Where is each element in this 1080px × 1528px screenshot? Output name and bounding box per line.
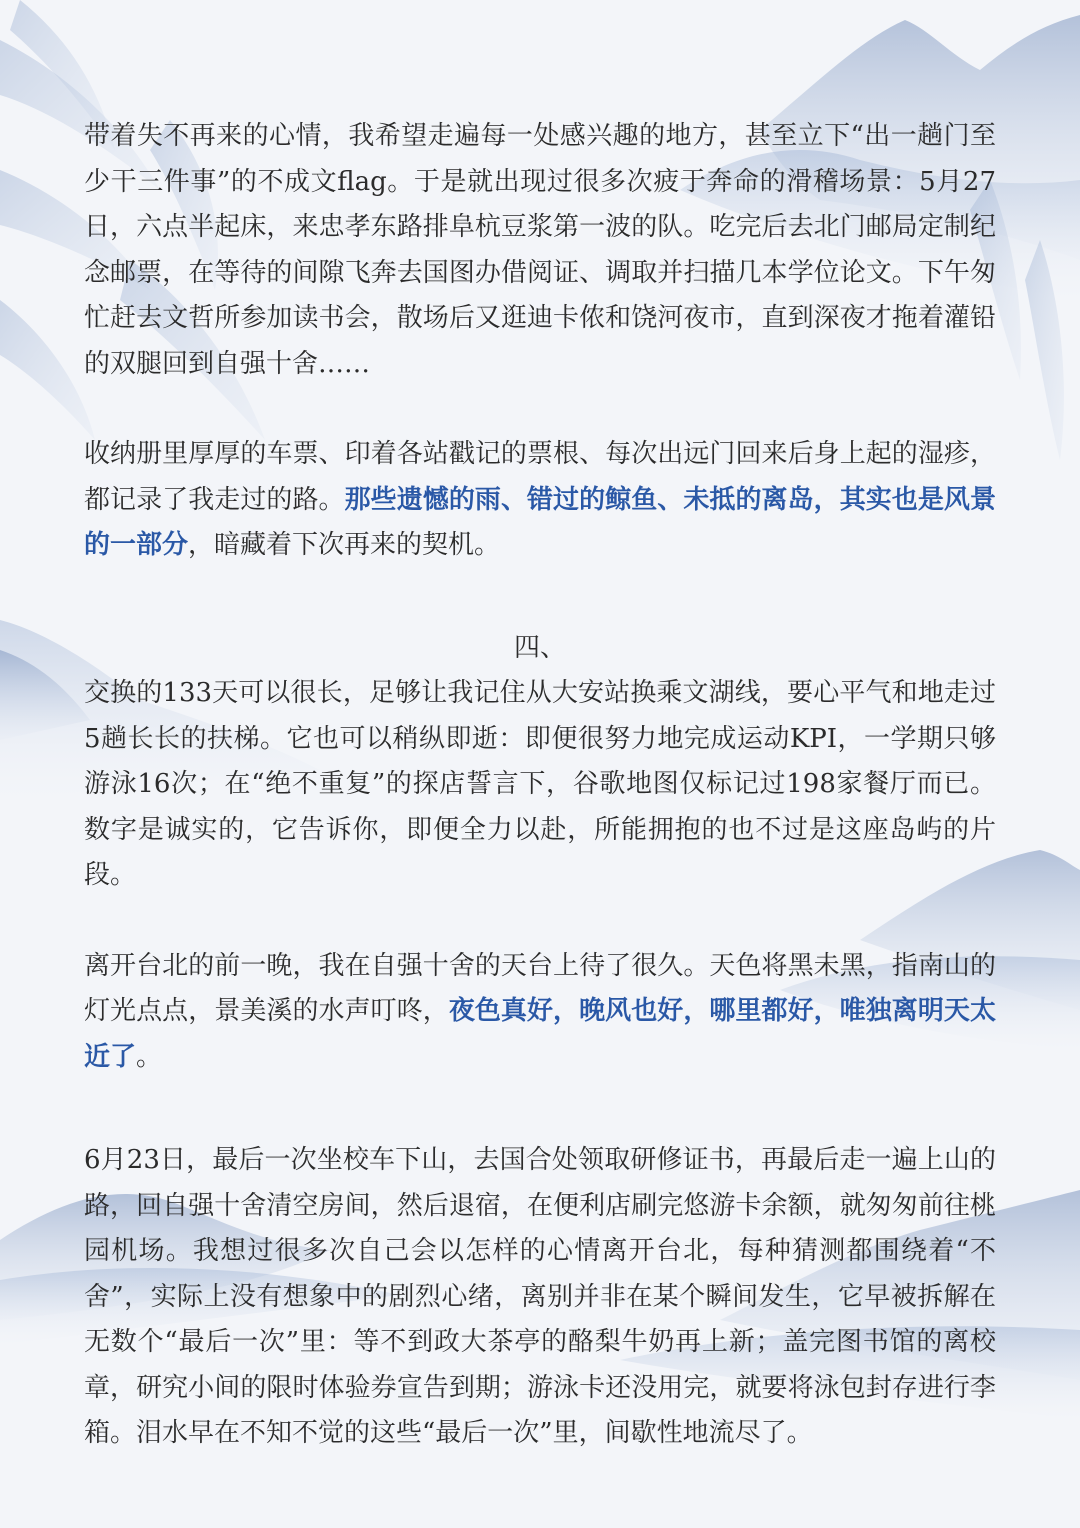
paragraph-2-text-after: ，暗藏着下次再来的契机。	[188, 530, 501, 560]
paragraph-1	[84, 114, 996, 387]
paragraph-2-text-before: 收纳册里厚厚的车票、印着各站戳记的票根、每次出远门回来后身上起的湿疹，都记录了我走过的路。	[84, 439, 996, 515]
paragraph-2	[84, 432, 996, 569]
paragraph-2-highlight: 那些遗憾的雨、错过的鲸鱼、未抵的离岛，其实也是风景的一部分	[84, 484, 996, 560]
paragraph-5-text: 6月23日，最后一次坐校车下山，去国合处领取研修证书，再最后走一遍上山的路，回自强十舍清空房间，然后退宿，在便利店刷完悠游卡余额，就匆匆前往桃园机场。我想过很多次自己会以怎样的心情离开台北，每种猜测都围绕着“不舍”，实际上没有想象中的剧烈心绪，离别并非在某个瞬间发生，它早被拆解在无数个“最后一次”里：等不到政大茶亭的酪梨牛奶再上新；盖完图书馆的离校章，研究小间的限时体验券宣告到期；游泳卡还没用完，就要将泳包封存进行李箱。泪水早在不知不觉的这些“最后一次”里，间歇性地流尽了。	[84, 1145, 996, 1448]
section-heading: 四、	[513, 632, 566, 663]
paragraph-4-highlight: 夜色真好，晚风也好，哪里都好，唯独离明天太近了	[84, 996, 996, 1072]
paragraph-1-text: 带着失不再来的心情，我希望走遍每一处感兴趣的地方，甚至立下“出一趟门至少干三件事”的不成文flag。于是就出现过很多次疲于奔命的滑稽场景：5月27日，六点半起床，来忠孝东路排阜杭豆浆第一波的队。吃完后去北门邮局定制纪念邮票，在等待的间隙飞奔去国图办借阅证、调取并扫描几本学位论文。下午匆忙赶去文哲所参加读书会，散场后又逛迪卡侬和饶河夜市，直到深夜才拖着灌铅的双腿回到自强十舍……	[84, 121, 996, 379]
paragraph-4-text-before: 离开台北的前一晚，我在自强十舍的天台上待了很久。天色将黑未黑，指南山的灯光点点，景美溪的水声叮咚，	[84, 950, 996, 1026]
paragraph-3-text: 交换的133天可以很长，足够让我记住从大安站换乘文湖线，要心平气和地走过5趟长长的扶梯。它也可以稍纵即逝：即便很努力地完成运动KPI，一学期只够游泳16次；在“绝不重复”的探店誓言下，谷歌地图仅标记过198家餐厅而已。数字是诚实的，它告诉你，即便全力以赴，所能拥抱的也不过是这座岛屿的片段。	[84, 678, 996, 890]
paragraph-5	[84, 1138, 996, 1457]
article-body	[84, 114, 996, 1457]
paragraph-4	[84, 944, 996, 1081]
paragraph-3	[84, 671, 996, 899]
paragraph-4-text-after: 。	[136, 1041, 163, 1072]
